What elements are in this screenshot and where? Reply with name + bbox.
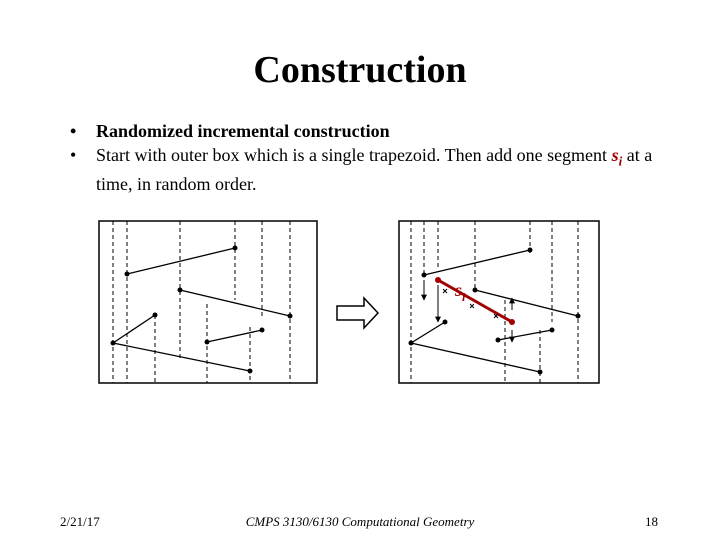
bullet-2-dot: • <box>70 145 77 165</box>
left-segments <box>113 248 290 371</box>
right-outer-box <box>399 221 599 383</box>
bullet-2-text: Start with outer box which is a single trapezoid. Then add one segment <box>96 145 608 165</box>
footer-page-number: 18 <box>645 514 658 529</box>
bullet-2-tail: at a time, in random order. <box>96 145 653 194</box>
left-outer-box <box>99 221 317 383</box>
hollow-right-arrow-icon <box>337 298 378 328</box>
slide-title: Construction <box>253 49 467 91</box>
bullet-2-var-sub: i <box>618 153 623 169</box>
left-vertical-extensions <box>113 221 290 383</box>
segment-label-si: $s_i$ <box>455 280 466 304</box>
left-figure <box>99 221 317 383</box>
bullet-1-dot: • <box>70 121 77 141</box>
right-vertical-extensions <box>411 221 578 383</box>
right-arrow-extensions <box>424 280 512 342</box>
bullet-1-text: Randomized incremental construction <box>96 121 390 141</box>
footer-course: CMPS 3130/6130 Computational Geometry <box>245 514 475 529</box>
footer-date: 2/21/17 <box>60 514 100 529</box>
bullet-2-var-letter: s <box>611 145 619 165</box>
right-figure <box>399 221 599 383</box>
